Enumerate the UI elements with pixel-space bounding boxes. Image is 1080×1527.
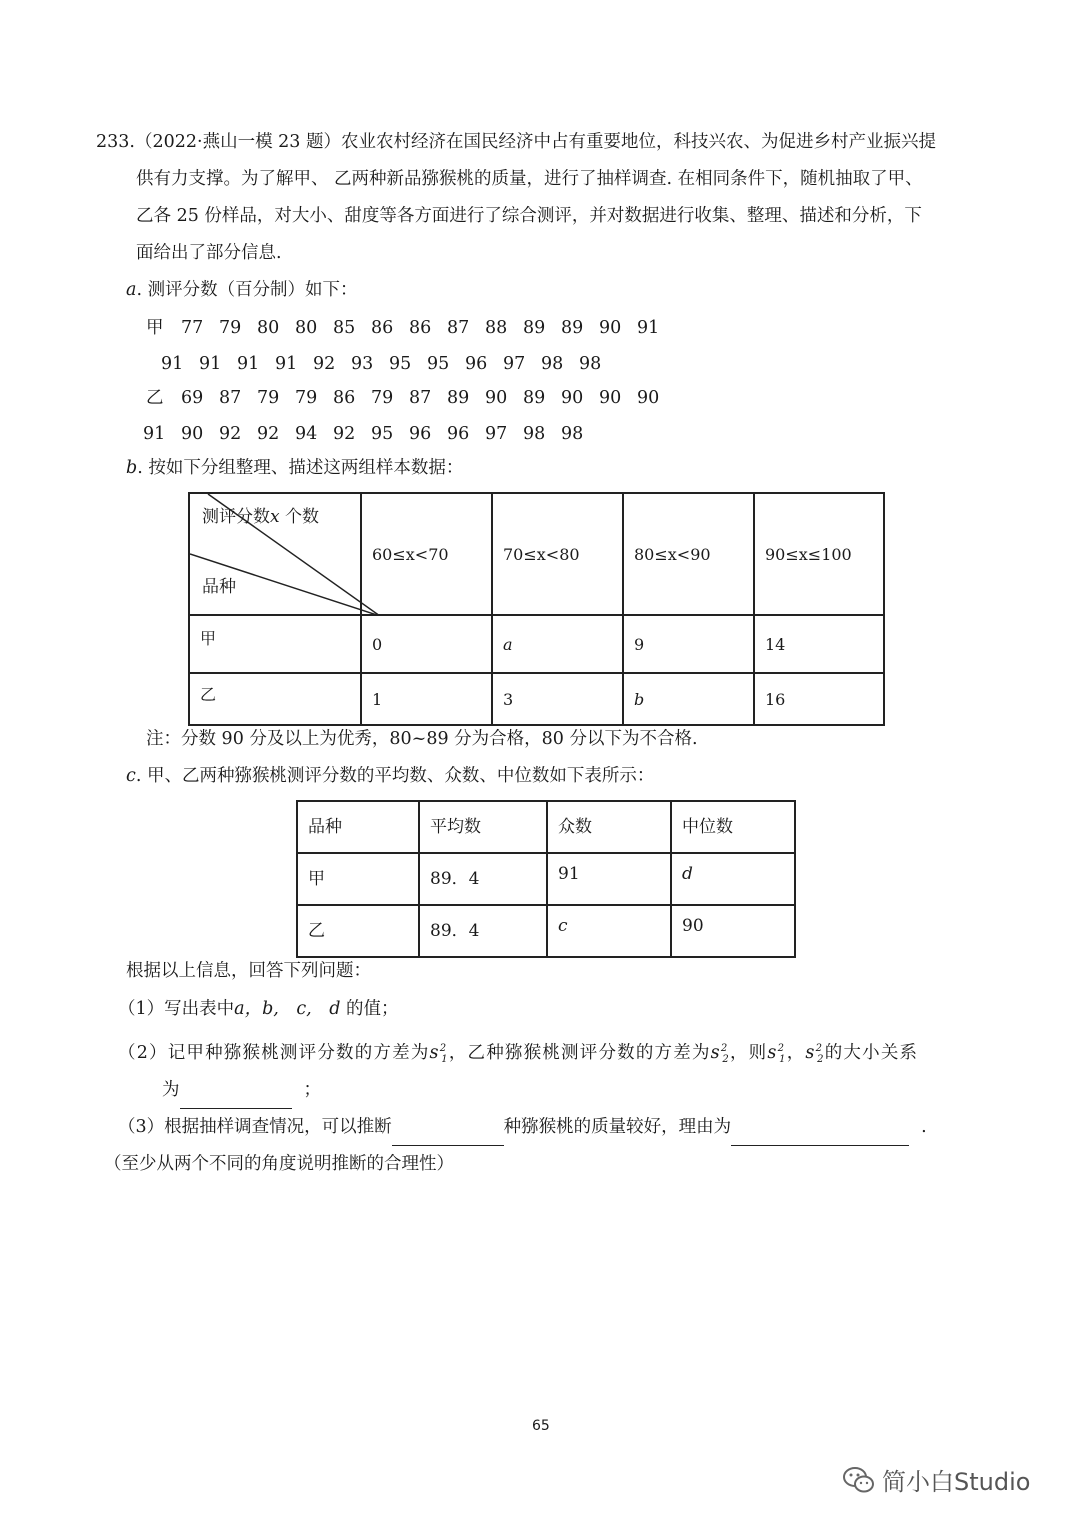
yi-score: 86 — [333, 388, 356, 408]
question-line-4: 面给出了部分信息. — [136, 243, 282, 263]
stat-header-variety: 品种 — [297, 801, 419, 853]
statistics-table — [296, 800, 796, 958]
answer-blank-q3-variety[interactable] — [392, 1121, 504, 1146]
question-line-2: 供有力支撑。为了解甲、 乙两种新品猕猴桃的质量，进行了抽样调查. 在相同条件下，随机抽取了甲、 — [136, 169, 923, 189]
jia-score: 98 — [541, 354, 564, 374]
jia-score: 91 — [161, 354, 184, 374]
question-line-3: 乙各 25 份样品，对大小、甜度等各方面进行了综合测评，并对数据进行收集、整理、描述和分析，下 — [136, 206, 922, 226]
yi-score: 87 — [409, 388, 432, 408]
jia-score: 86 — [409, 318, 432, 338]
stat-row-yi-median: 90 — [671, 905, 795, 957]
yi-score: 92 — [257, 424, 280, 444]
yi-score: 92 — [219, 424, 242, 444]
jia-score: 95 — [389, 354, 412, 374]
yi-score: 97 — [485, 424, 508, 444]
stat-row-jia-mean: 89．4 — [419, 853, 547, 905]
cell-jia-80-90: 9 — [623, 615, 754, 673]
jia-score: 92 — [313, 354, 336, 374]
jia-score: 79 — [219, 318, 242, 338]
part-a-heading — [126, 272, 358, 309]
yi-score: 92 — [333, 424, 356, 444]
watermark-text: 简小白Studio — [882, 1468, 1031, 1496]
jia-score: 91 — [637, 318, 660, 338]
cell-jia-70-80: a — [492, 615, 623, 673]
part-c-heading — [126, 758, 654, 795]
cell-yi-70-80: 3 — [492, 673, 623, 725]
jia-score: 77 — [181, 318, 204, 338]
stat-header-mean: 平均数 — [419, 801, 547, 853]
col-header-60-70: 60≤x<70 — [361, 493, 492, 615]
part-b-label: b — [126, 458, 138, 478]
part-b-heading — [126, 450, 463, 487]
jia-score: 85 — [333, 318, 356, 338]
question-line-1: 233.（2022·燕山一模 23 题）农业农村经济在国民经济中占有重要地位，科技兴农、为促进乡村产业振兴提 — [96, 132, 936, 152]
yi-label: 乙 — [146, 388, 164, 408]
yi-scores-row-2 — [143, 416, 599, 453]
part-a-text: . 测评分数（百分制）如下： — [136, 280, 358, 300]
diagonal-header-cell — [189, 493, 361, 615]
jia-score: 86 — [371, 318, 394, 338]
stat-row-yi-mean: 89．4 — [419, 905, 547, 957]
cell-yi-90-100: 16 — [754, 673, 884, 725]
question-2: （2）记甲种猕猴桃测评分数的方差为$s^2_1$，乙种猕猴桃测评分数的方差为$s^2_2$，则$s^2_1$，$s^2_2$的大小关系 — [118, 1042, 919, 1066]
jia-score: 87 — [447, 318, 470, 338]
col-header-90-100: 90≤x≤100 — [754, 493, 884, 615]
jia-score: 91 — [199, 354, 222, 374]
grading-note: 注：分数 90 分及以上为优秀，80~89 分为合格，80 分以下为不合格. — [146, 729, 698, 749]
cell-yi-80-90: b — [623, 673, 754, 725]
yi-score: 89 — [447, 388, 470, 408]
stat-row-yi-name: 乙 — [297, 905, 419, 957]
col-header-70-80: 70≤x<80 — [492, 493, 623, 615]
row-label-jia: 甲 — [189, 615, 361, 673]
part-c-label: c — [126, 766, 136, 786]
yi-score: 90 — [599, 388, 622, 408]
jia-score: 91 — [275, 354, 298, 374]
jia-score: 80 — [295, 318, 318, 338]
yi-score: 96 — [447, 424, 470, 444]
yi-score: 90 — [181, 424, 204, 444]
jia-scores-row-1 — [181, 310, 675, 347]
cell-jia-60-70: 0 — [361, 615, 492, 673]
yi-score: 96 — [409, 424, 432, 444]
yi-score: 94 — [295, 424, 318, 444]
jia-score: 93 — [351, 354, 374, 374]
answer-blank-q3-reason[interactable] — [731, 1121, 909, 1146]
jia-score: 80 — [257, 318, 280, 338]
yi-score: 89 — [523, 388, 546, 408]
cell-jia-90-100: 14 — [754, 615, 884, 673]
yi-score: 79 — [295, 388, 318, 408]
yi-score: 90 — [561, 388, 584, 408]
page-number: 65 — [532, 1418, 550, 1434]
wechat-icon — [842, 1465, 876, 1495]
stat-header-mode: 众数 — [547, 801, 671, 853]
question-2-line-2: 为 ； — [162, 1072, 321, 1109]
question-1: （1）写出表中a，b, c, d 的值； — [118, 999, 399, 1019]
stat-row-jia-mode: 91 — [547, 853, 671, 905]
answer-blank-q2[interactable] — [180, 1084, 292, 1109]
stat-row-jia-median: d — [671, 853, 795, 905]
yi-score: 98 — [561, 424, 584, 444]
questions-intro: 根据以上信息，回答下列问题： — [126, 961, 371, 981]
jia-score: 91 — [237, 354, 260, 374]
yi-score: 69 — [181, 388, 204, 408]
yi-score: 95 — [371, 424, 394, 444]
jia-score: 89 — [561, 318, 584, 338]
jia-score: 95 — [427, 354, 450, 374]
question-3-note: （至少从两个不同的角度说明推断的合理性） — [104, 1154, 454, 1174]
header-score-label: 测评分数x 个数 — [202, 507, 319, 527]
row-label-yi: 乙 — [189, 673, 361, 725]
yi-score: 90 — [637, 388, 660, 408]
jia-score: 96 — [465, 354, 488, 374]
part-b-text: . 按如下分组整理、描述这两组样本数据： — [137, 458, 464, 478]
jia-score: 90 — [599, 318, 622, 338]
cell-yi-60-70: 1 — [361, 673, 492, 725]
question-3: （3）根据抽样调查情况，可以推断 种猕猴桃的质量较好，理由为 . — [118, 1109, 927, 1146]
jia-score: 89 — [523, 318, 546, 338]
watermark — [842, 1462, 1030, 1497]
yi-score: 79 — [257, 388, 280, 408]
stat-row-jia-name: 甲 — [297, 853, 419, 905]
jia-score: 97 — [503, 354, 526, 374]
jia-scores-row-2 — [161, 346, 617, 383]
yi-score: 87 — [219, 388, 242, 408]
header-variety-label: 品种 — [202, 577, 236, 597]
yi-score: 90 — [485, 388, 508, 408]
col-header-80-90: 80≤x<90 — [623, 493, 754, 615]
part-a-label: a — [126, 280, 137, 300]
stat-header-median: 中位数 — [671, 801, 795, 853]
yi-score: 91 — [143, 424, 166, 444]
stat-row-yi-mode: c — [547, 905, 671, 957]
grouping-table — [188, 492, 885, 726]
jia-score: 88 — [485, 318, 508, 338]
part-c-text: . 甲、乙两种猕猴桃测评分数的平均数、众数、中位数如下表所示： — [135, 766, 655, 786]
yi-scores-row-1 — [181, 380, 675, 417]
jia-label: 甲 — [146, 318, 164, 338]
jia-score: 98 — [579, 354, 602, 374]
yi-score: 79 — [371, 388, 394, 408]
yi-score: 98 — [523, 424, 546, 444]
